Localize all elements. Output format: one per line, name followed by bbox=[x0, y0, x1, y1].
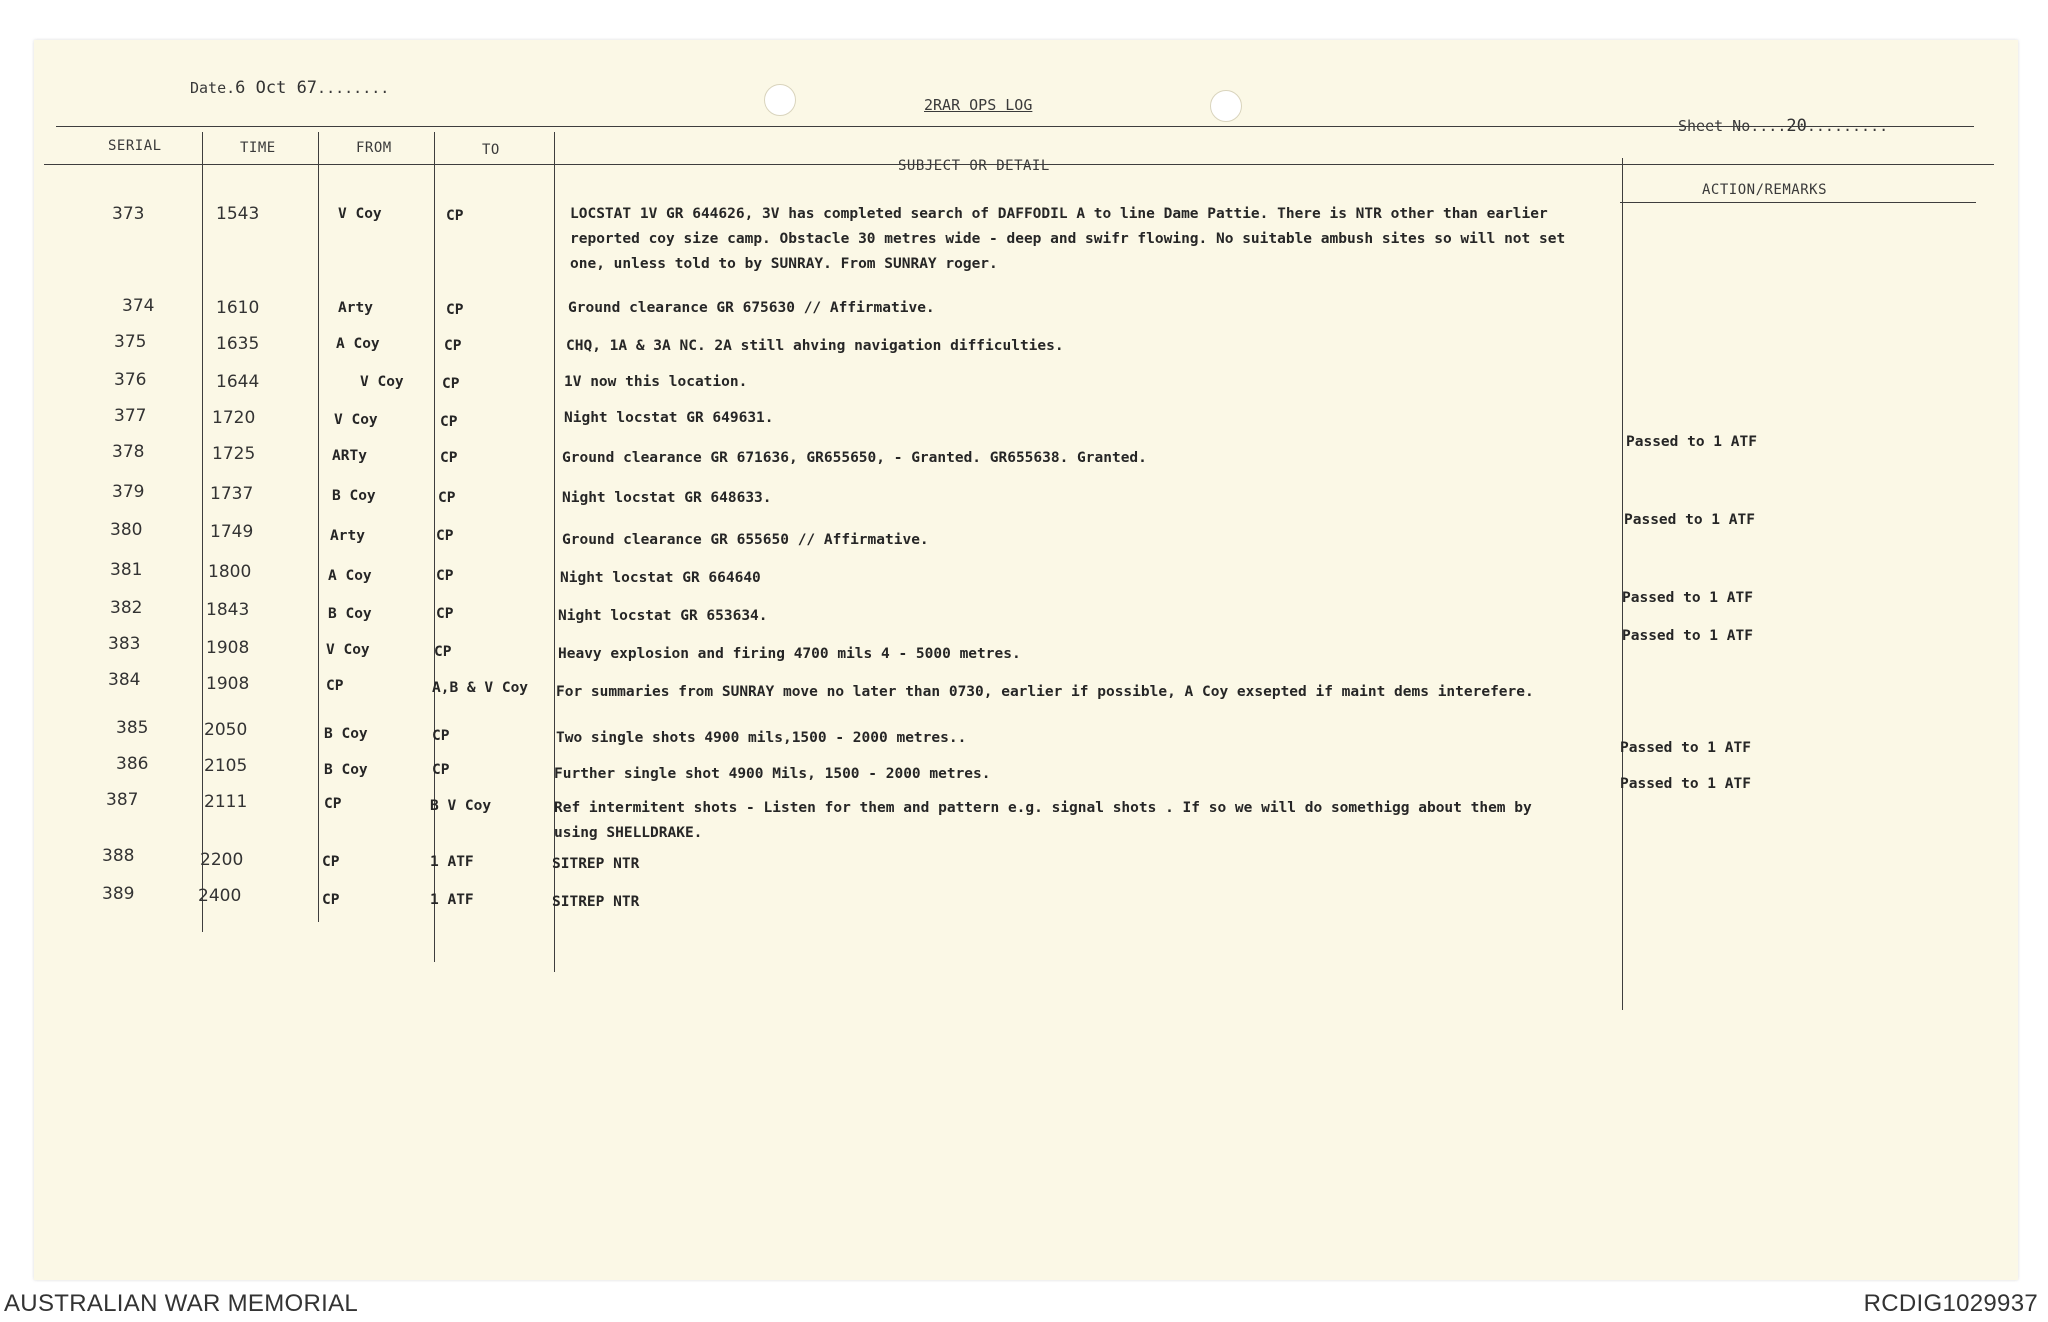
row-serial: 379 bbox=[112, 482, 145, 502]
row-from: B Coy bbox=[324, 726, 368, 742]
row-remark: Passed to 1 ATF bbox=[1626, 434, 1757, 450]
row-detail-line: Night locstat GR 649631. bbox=[564, 410, 774, 426]
row-detail bbox=[564, 370, 747, 395]
row-time: 1908 bbox=[206, 638, 250, 658]
row-to: CP bbox=[442, 376, 460, 392]
log-title-text: 2RAR OPS LOG bbox=[924, 96, 1033, 114]
row-detail bbox=[554, 796, 1532, 846]
row-remark: Passed to 1 ATF bbox=[1622, 628, 1753, 644]
divider-to-subject bbox=[554, 132, 555, 972]
column-serial: SERIAL bbox=[108, 138, 162, 154]
row-detail-line: For summaries from SUNRAY move no later than 0730, earlier if possible, A Coy exsepted if maint dems interefere. bbox=[556, 684, 1534, 700]
row-from: B Coy bbox=[332, 488, 376, 504]
row-time: 2050 bbox=[204, 720, 248, 740]
row-serial: 382 bbox=[110, 598, 143, 618]
row-detail-line: 1V now this location. bbox=[564, 374, 748, 390]
divider-time-from bbox=[318, 132, 319, 922]
row-serial: 380 bbox=[110, 520, 143, 540]
row-serial: 383 bbox=[108, 634, 141, 654]
row-from: Arty bbox=[338, 300, 373, 316]
row-time: 1908 bbox=[206, 674, 250, 694]
column-subject: SUBJECT OR DETAIL bbox=[898, 158, 1050, 174]
row-time: 1610 bbox=[216, 298, 260, 318]
divider-serial-time bbox=[202, 132, 203, 932]
date-field: Date.6 Oct 67........ bbox=[190, 78, 390, 98]
row-detail bbox=[568, 296, 935, 321]
row-to: CP bbox=[432, 728, 450, 744]
punch-hole-right bbox=[1210, 90, 1242, 122]
row-detail bbox=[552, 852, 639, 877]
row-detail-line: Further single shot 4900 Mils, 1500 - 2000 metres. bbox=[554, 766, 991, 782]
row-from: V Coy bbox=[326, 642, 370, 658]
row-detail bbox=[558, 642, 1021, 667]
row-time: 1644 bbox=[216, 372, 260, 392]
row-detail bbox=[558, 604, 768, 629]
row-time: 2200 bbox=[200, 850, 244, 870]
row-detail bbox=[554, 762, 991, 787]
row-from: Arty bbox=[330, 528, 365, 544]
row-time: 2111 bbox=[204, 792, 248, 812]
divider-from-to bbox=[434, 132, 435, 962]
row-detail bbox=[566, 334, 1064, 359]
date-label: Date bbox=[190, 79, 227, 97]
sheet-number-field: Sheet No....20......... bbox=[1678, 116, 1889, 136]
row-to: B V Coy bbox=[430, 798, 492, 814]
row-to: CP bbox=[444, 338, 462, 354]
row-from: CP bbox=[324, 796, 342, 812]
row-detail-line: SITREP NTR bbox=[552, 856, 640, 872]
row-from: CP bbox=[322, 892, 340, 908]
row-serial: 385 bbox=[116, 718, 149, 738]
row-from: A Coy bbox=[328, 568, 372, 584]
row-remark: Passed to 1 ATF bbox=[1624, 512, 1755, 528]
row-serial: 377 bbox=[114, 406, 147, 426]
row-detail bbox=[562, 486, 772, 511]
row-remark: Passed to 1 ATF bbox=[1622, 590, 1753, 606]
row-detail-line: Ref intermitent shots - Listen for them and pattern e.g. signal shots . If so we will do somethigg about them by bbox=[554, 800, 1532, 816]
row-detail-line: one, unless told to by SUNRAY. From SUNRAY roger. bbox=[570, 256, 998, 272]
row-time: 1749 bbox=[210, 522, 254, 542]
row-detail bbox=[556, 680, 1534, 705]
row-serial: 389 bbox=[102, 884, 135, 904]
row-detail-line: using SHELLDRAKE. bbox=[554, 825, 703, 841]
row-serial: 387 bbox=[106, 790, 139, 810]
row-from: V Coy bbox=[334, 412, 378, 428]
column-time: TIME bbox=[240, 140, 276, 156]
row-detail bbox=[556, 726, 966, 751]
row-detail-line: Night locstat GR 648633. bbox=[562, 490, 772, 506]
row-detail bbox=[560, 566, 761, 591]
row-detail bbox=[564, 406, 774, 431]
punch-hole-left bbox=[764, 84, 796, 116]
row-serial: 378 bbox=[112, 442, 145, 462]
row-time: 1800 bbox=[208, 562, 252, 582]
row-detail-line: LOCSTAT 1V GR 644626, 3V has completed search of DAFFODIL A to line Dame Pattie. There is NTR other than earlier bbox=[570, 206, 1548, 222]
log-sheet bbox=[34, 40, 2018, 1280]
column-to: TO bbox=[482, 142, 500, 158]
row-detail-line: reported coy size camp. Obstacle 30 metres wide - deep and swifr flowing. No suitable ambush sites so will not set bbox=[570, 231, 1566, 247]
row-time: 1737 bbox=[210, 484, 254, 504]
row-detail-line: Ground clearance GR 671636, GR655650, - Granted. GR655638. Granted. bbox=[562, 450, 1147, 466]
row-time: 2105 bbox=[204, 756, 248, 776]
row-from: V Coy bbox=[360, 374, 404, 390]
row-to: CP bbox=[440, 414, 458, 430]
row-detail-line: CHQ, 1A & 3A NC. 2A still ahving navigation difficulties. bbox=[566, 338, 1064, 354]
row-serial: 386 bbox=[116, 754, 149, 774]
row-detail bbox=[562, 446, 1147, 471]
column-from: FROM bbox=[356, 140, 392, 156]
row-time: 1720 bbox=[212, 408, 256, 428]
row-to: CP bbox=[440, 450, 458, 466]
row-time: 1543 bbox=[216, 204, 260, 224]
row-remark: Passed to 1 ATF bbox=[1620, 776, 1751, 792]
row-to: 1 ATF bbox=[430, 854, 474, 870]
sheet-label: Sheet No bbox=[1678, 117, 1751, 135]
action-header-rule bbox=[1620, 202, 1976, 203]
row-to: CP bbox=[436, 568, 454, 584]
divider-subject-action bbox=[1622, 158, 1623, 1010]
header-top-rule bbox=[56, 126, 1974, 127]
row-time: 2400 bbox=[198, 886, 242, 906]
row-serial: 381 bbox=[110, 560, 143, 580]
row-to: CP bbox=[434, 644, 452, 660]
row-serial: 388 bbox=[102, 846, 135, 866]
row-time: 1843 bbox=[206, 600, 250, 620]
row-detail-line: Night locstat GR 653634. bbox=[558, 608, 768, 624]
footer-right: RCDIG1029937 bbox=[1863, 1290, 2038, 1317]
row-serial: 375 bbox=[114, 332, 147, 352]
date-value: 6 Oct 67 bbox=[235, 78, 318, 98]
sheet-value: 20 bbox=[1786, 116, 1807, 136]
row-time: 1725 bbox=[212, 444, 256, 464]
row-detail-line: Ground clearance GR 675630 // Affirmative. bbox=[568, 300, 935, 316]
footer-left: AUSTRALIAN WAR MEMORIAL bbox=[4, 1290, 359, 1317]
row-detail-line: Two single shots 4900 mils,1500 - 2000 metres.. bbox=[556, 730, 967, 746]
row-detail-line: Heavy explosion and firing 4700 mils 4 - 5000 metres. bbox=[558, 646, 1021, 662]
row-to: A,B & V Coy bbox=[432, 680, 529, 696]
row-from: CP bbox=[322, 854, 340, 870]
row-to: CP bbox=[432, 762, 450, 778]
log-title bbox=[924, 96, 1032, 114]
row-serial: 373 bbox=[112, 204, 145, 224]
row-detail bbox=[562, 528, 929, 553]
row-to: CP bbox=[446, 302, 464, 318]
row-from: ARTy bbox=[332, 448, 367, 464]
row-to: CP bbox=[436, 606, 454, 622]
row-detail-line: SITREP NTR bbox=[552, 894, 640, 910]
row-detail bbox=[570, 202, 1565, 277]
row-detail-line: Ground clearance GR 655650 // Affirmative. bbox=[562, 532, 929, 548]
row-from: CP bbox=[326, 678, 344, 694]
row-detail bbox=[552, 890, 639, 915]
row-from: V Coy bbox=[338, 206, 382, 222]
row-to: CP bbox=[446, 208, 464, 224]
row-detail-line: Night locstat GR 664640 bbox=[560, 570, 761, 586]
row-serial: 374 bbox=[122, 296, 155, 316]
row-from: B Coy bbox=[328, 606, 372, 622]
row-time: 1635 bbox=[216, 334, 260, 354]
row-to: CP bbox=[436, 528, 454, 544]
column-action: ACTION/REMARKS bbox=[1702, 182, 1828, 198]
row-from: B Coy bbox=[324, 762, 368, 778]
row-from: A Coy bbox=[336, 336, 380, 352]
row-to: 1 ATF bbox=[430, 892, 474, 908]
row-remark: Passed to 1 ATF bbox=[1620, 740, 1751, 756]
row-to: CP bbox=[438, 490, 456, 506]
row-serial: 376 bbox=[114, 370, 147, 390]
row-serial: 384 bbox=[108, 670, 141, 690]
